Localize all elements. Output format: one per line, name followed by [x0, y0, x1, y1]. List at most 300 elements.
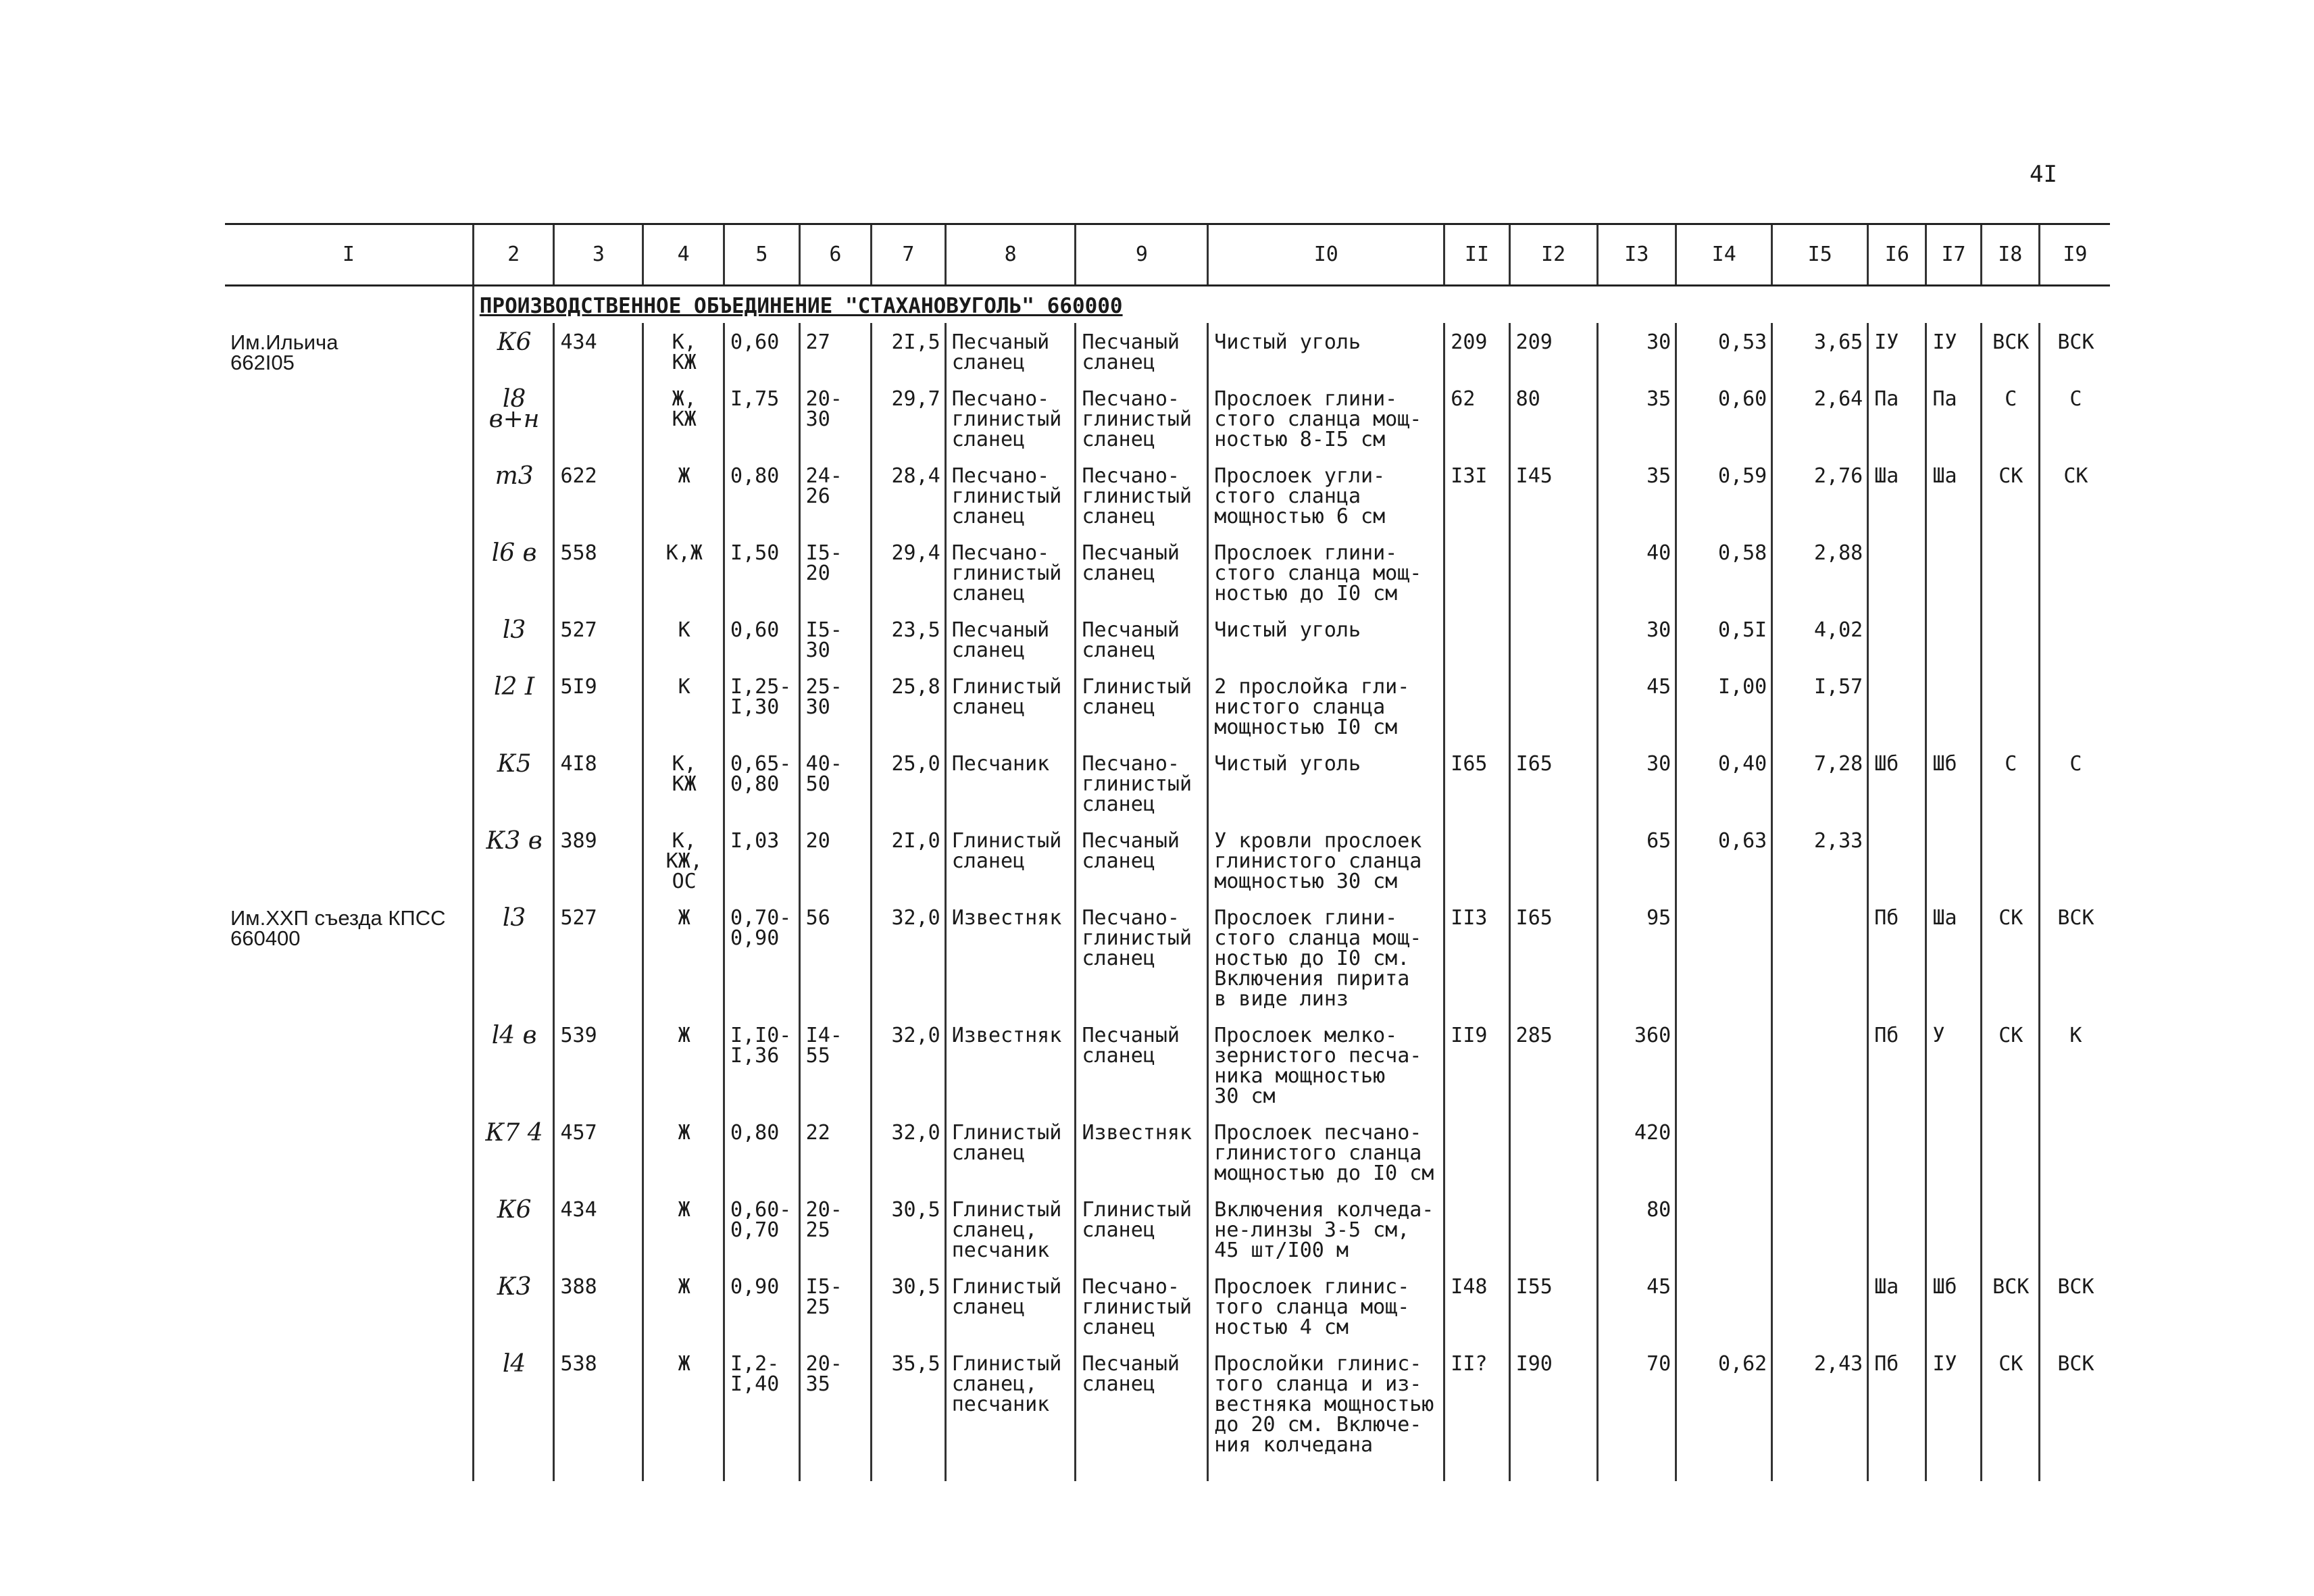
table-cell: К,Ж — [643, 534, 724, 611]
table-cell: 30,5 — [872, 1268, 946, 1345]
column-header: I8 — [1981, 224, 2039, 286]
table-cell — [1868, 1114, 1926, 1191]
table-cell: СК — [1981, 457, 2039, 534]
table-cell: Песчаный сланец — [1076, 822, 1208, 899]
table-cell: 80 — [1509, 380, 1597, 457]
mine-name-cell — [225, 457, 473, 534]
table-cell — [1509, 534, 1597, 611]
table-cell: СК — [2039, 457, 2110, 534]
column-header: I — [225, 224, 473, 286]
table-cell: К, КЖ — [643, 323, 724, 380]
table-cell: 65 — [1597, 822, 1676, 899]
table-cell: 30,5 — [872, 1191, 946, 1268]
table-cell: Песчаный сланец — [1076, 323, 1208, 380]
column-header: I2 — [1509, 224, 1597, 286]
table-cell: 360 — [1597, 1016, 1676, 1114]
column-header: I3 — [1597, 224, 1676, 286]
table-cell — [1676, 1268, 1772, 1345]
table-cell: Шa — [1868, 1268, 1926, 1345]
table-cell: Глинистый сланец, песчаник — [945, 1191, 1076, 1268]
table-cell: Прослойки глинис- того сланца и из- вестняка мощностью до 20 см. Включе- ния колчедана — [1208, 1345, 1444, 1481]
table-cell: 457 — [554, 1114, 643, 1191]
table-cell: 0,60- 0,70 — [724, 1191, 800, 1268]
table-cell: 5I9 — [554, 668, 643, 745]
table-row — [225, 323, 2110, 380]
table-cell: СК — [1981, 899, 2039, 1016]
table-cell: Шa — [1926, 457, 1981, 534]
table-cell: Шб — [1926, 1268, 1981, 1345]
table-body — [225, 286, 2110, 1482]
table-cell: I5- 25 — [799, 1268, 872, 1345]
table-cell: 95 — [1597, 899, 1676, 1016]
table-cell: Чистый уголь — [1208, 611, 1444, 668]
column-header: II — [1444, 224, 1509, 286]
table-cell: I,03 — [724, 822, 800, 899]
table-cell: Глинистый сланец — [1076, 1191, 1208, 1268]
table-cell: Включения колчеда- не-линзы 3-5 см, 45 шт/I00 м — [1208, 1191, 1444, 1268]
table-cell: У — [1926, 1016, 1981, 1114]
table-cell: 389 — [554, 822, 643, 899]
table-cell: У кровли прослоек глинистого сланца мощностью 30 см — [1208, 822, 1444, 899]
table-cell: 25,0 — [872, 745, 946, 822]
table-row — [225, 611, 2110, 668]
section-title: ПРОИЗВОДСТВЕННОЕ ОБЪЕДИНЕНИЕ "СТАХАНОВУГОЛЬ" 660000 — [473, 286, 2110, 324]
seam-index-cell: К5 — [473, 745, 554, 822]
table-cell: I,25- I,30 — [724, 668, 800, 745]
table-cell: Песчаный сланец — [945, 611, 1076, 668]
table-cell: Глинистый сланец, песчаник — [945, 1345, 1076, 1481]
table-row — [225, 1016, 2110, 1114]
table-cell — [2039, 611, 2110, 668]
table-cell — [1676, 1114, 1772, 1191]
seam-index-cell: К6 — [473, 1191, 554, 1268]
table-cell: Ж — [643, 1114, 724, 1191]
table-cell: I65 — [1444, 745, 1509, 822]
table-cell: Прослоек угли- стого сланца мощностью 6 см — [1208, 457, 1444, 534]
table-cell: Ж — [643, 1345, 724, 1481]
table-cell: 0,80 — [724, 1114, 800, 1191]
seam-index-cell: l3 — [473, 611, 554, 668]
table-cell: К — [643, 611, 724, 668]
table-cell: Прослоек песчано- глинистого сланца мощностью до I0 см — [1208, 1114, 1444, 1191]
section-title-spacer — [225, 286, 473, 324]
table-cell: ВСК — [2039, 899, 2110, 1016]
table-cell: 20- 35 — [799, 1345, 872, 1481]
table-cell — [1868, 822, 1926, 899]
table-cell: Известняк — [945, 1016, 1076, 1114]
table-cell: С — [2039, 380, 2110, 457]
table-cell: 25- 30 — [799, 668, 872, 745]
table-cell — [1444, 1191, 1509, 1268]
table-cell: 2,64 — [1772, 380, 1868, 457]
seam-index-cell: l4 — [473, 1345, 554, 1481]
table-row — [225, 899, 2110, 1016]
coal-seams-table — [225, 223, 2110, 1481]
table-cell: 0,90 — [724, 1268, 800, 1345]
table-cell — [554, 380, 643, 457]
table-cell — [1772, 1268, 1868, 1345]
table-cell — [1509, 611, 1597, 668]
table-cell: 32,0 — [872, 899, 946, 1016]
table-cell: 30 — [1597, 611, 1676, 668]
table-cell — [1868, 668, 1926, 745]
table-cell: ВСК — [2039, 1268, 2110, 1345]
table-cell: 24- 26 — [799, 457, 872, 534]
column-header: I0 — [1208, 224, 1444, 286]
seam-index-cell: l8 в+н — [473, 380, 554, 457]
table-cell: Шб — [1868, 745, 1926, 822]
table-cell: 2,88 — [1772, 534, 1868, 611]
table-cell: 0,65- 0,80 — [724, 745, 800, 822]
table-cell: Песчано- глинистый сланец — [945, 380, 1076, 457]
table-cell: I3I — [1444, 457, 1509, 534]
table-cell — [1868, 611, 1926, 668]
table-cell: Па — [1926, 380, 1981, 457]
table-cell: Песчаный сланец — [945, 323, 1076, 380]
table-cell: IУ — [1868, 323, 1926, 380]
table-cell: 0,40 — [1676, 745, 1772, 822]
seam-index-cell: l6 в — [473, 534, 554, 611]
table-cell — [1868, 534, 1926, 611]
table-cell: Прослоек глини- стого сланца мощ- ностью до I0 см — [1208, 534, 1444, 611]
table-cell — [2039, 668, 2110, 745]
table-cell: 209 — [1509, 323, 1597, 380]
table-cell: Песчаник — [945, 745, 1076, 822]
table-cell: Глинистый сланец — [945, 668, 1076, 745]
table-cell: 0,60 — [724, 323, 800, 380]
table-cell: Шa — [1926, 899, 1981, 1016]
table-cell: 0,62 — [1676, 1345, 1772, 1481]
table-row — [225, 534, 2110, 611]
table-cell: Ж — [643, 1191, 724, 1268]
table-cell: Известняк — [945, 899, 1076, 1016]
table-cell: Известняк — [1076, 1114, 1208, 1191]
table-cell: Чистый уголь — [1208, 745, 1444, 822]
table-cell: 20 — [799, 822, 872, 899]
table-cell: 30 — [1597, 323, 1676, 380]
table-cell — [2039, 1114, 2110, 1191]
table-cell: 29,4 — [872, 534, 946, 611]
table-cell: I,2- I,40 — [724, 1345, 800, 1481]
table-cell: Ж — [643, 457, 724, 534]
table-cell: 527 — [554, 611, 643, 668]
table-cell: I90 — [1509, 1345, 1597, 1481]
table-cell: Глинистый сланец — [1076, 668, 1208, 745]
table-row — [225, 822, 2110, 899]
table-row — [225, 1114, 2110, 1191]
table-cell: 32,0 — [872, 1016, 946, 1114]
seam-index-cell: К6 — [473, 323, 554, 380]
table-cell — [1926, 822, 1981, 899]
table-cell: 434 — [554, 1191, 643, 1268]
seam-index-cell: К7 4 — [473, 1114, 554, 1191]
table-cell — [1772, 1191, 1868, 1268]
table-cell: ВСК — [2039, 1345, 2110, 1481]
table-cell: 35 — [1597, 457, 1676, 534]
mine-name-cell — [225, 1345, 473, 1481]
section-title-row — [225, 286, 2110, 324]
column-header: 6 — [799, 224, 872, 286]
mine-name-cell — [225, 611, 473, 668]
table-cell — [1926, 1114, 1981, 1191]
table-cell: ВСК — [1981, 323, 2039, 380]
table-cell: 0,58 — [1676, 534, 1772, 611]
table-cell: 0,60 — [724, 611, 800, 668]
table-row — [225, 1191, 2110, 1268]
table-cell: Прослоек глини- стого сланца мощ- ностью до I0 см. Включения пирита в виде линз — [1208, 899, 1444, 1016]
table-cell — [1772, 1114, 1868, 1191]
table-cell: Глинистый сланец — [945, 1114, 1076, 1191]
table-cell: 538 — [554, 1345, 643, 1481]
table-cell: Ж — [643, 899, 724, 1016]
column-number-header-row — [225, 224, 2110, 286]
table-cell — [1981, 1191, 2039, 1268]
table-cell: 4,02 — [1772, 611, 1868, 668]
table-cell: 527 — [554, 899, 643, 1016]
table-cell: 20- 25 — [799, 1191, 872, 1268]
table-cell — [2039, 534, 2110, 611]
table-cell — [1926, 611, 1981, 668]
table-cell — [1981, 1114, 2039, 1191]
table-cell: 45 — [1597, 1268, 1676, 1345]
table-cell: К — [2039, 1016, 2110, 1114]
column-header: 3 — [554, 224, 643, 286]
table-cell: I5- 30 — [799, 611, 872, 668]
table-cell: СК — [1981, 1345, 2039, 1481]
table-cell — [1926, 668, 1981, 745]
table-cell: 0,70- 0,90 — [724, 899, 800, 1016]
table-cell — [1981, 822, 2039, 899]
table-cell: Песчаный сланец — [1076, 534, 1208, 611]
table-cell: 7,28 — [1772, 745, 1868, 822]
column-header: 2 — [473, 224, 554, 286]
table-cell — [1926, 1191, 1981, 1268]
mine-name-cell — [225, 380, 473, 457]
mine-name-cell — [225, 745, 473, 822]
table-cell: I,57 — [1772, 668, 1868, 745]
table-cell: 56 — [799, 899, 872, 1016]
table-cell: 40 — [1597, 534, 1676, 611]
table-cell: I45 — [1509, 457, 1597, 534]
column-header: 4 — [643, 224, 724, 286]
table-cell: 62 — [1444, 380, 1509, 457]
table-cell: 22 — [799, 1114, 872, 1191]
table-cell: 30 — [1597, 745, 1676, 822]
table-cell: 2 прослойка гли- нистого сланца мощностью I0 см — [1208, 668, 1444, 745]
table-cell: 2,33 — [1772, 822, 1868, 899]
table-cell: Прослоек мелко- зернистого песча- ника мощностью 30 см — [1208, 1016, 1444, 1114]
table-cell: 2,43 — [1772, 1345, 1868, 1481]
table-cell: Прослоек глинис- того сланца мощ- ностью 4 см — [1208, 1268, 1444, 1345]
table-cell: Глинистый сланец — [945, 822, 1076, 899]
table-cell: Песчано- глинистый сланец — [945, 534, 1076, 611]
table-cell: 25,8 — [872, 668, 946, 745]
table-cell — [1926, 534, 1981, 611]
table-cell — [1509, 822, 1597, 899]
table-cell: 28,4 — [872, 457, 946, 534]
table-cell: Пб — [1868, 1345, 1926, 1481]
column-header: I4 — [1676, 224, 1772, 286]
mine-name-cell — [225, 822, 473, 899]
table-row — [225, 1345, 2110, 1481]
table-cell: К — [643, 668, 724, 745]
table-cell: II9 — [1444, 1016, 1509, 1114]
table-cell: 40- 50 — [799, 745, 872, 822]
table-cell: Ж — [643, 1016, 724, 1114]
table-cell: II3 — [1444, 899, 1509, 1016]
table-cell: Пб — [1868, 899, 1926, 1016]
table-cell: 420 — [1597, 1114, 1676, 1191]
table-cell: 0,63 — [1676, 822, 1772, 899]
table-cell: ВСК — [2039, 323, 2110, 380]
table-cell — [1444, 534, 1509, 611]
column-header: 5 — [724, 224, 800, 286]
table-cell: 35 — [1597, 380, 1676, 457]
table-cell: 209 — [1444, 323, 1509, 380]
table-cell — [1981, 668, 2039, 745]
mine-name-cell — [225, 1268, 473, 1345]
table-row — [225, 1268, 2110, 1345]
column-header: I9 — [2039, 224, 2110, 286]
table-row — [225, 745, 2110, 822]
table-cell: Песчано- глинистый сланец — [1076, 1268, 1208, 1345]
table-cell: 0,80 — [724, 457, 800, 534]
seam-index-cell: l4 в — [473, 1016, 554, 1114]
table-cell: ВСК — [1981, 1268, 2039, 1345]
table-cell: Песчаный сланец — [1076, 1345, 1208, 1481]
table-cell: Песчано- глинистый сланец — [1076, 380, 1208, 457]
table-cell: Песчано- глинистый сланец — [1076, 899, 1208, 1016]
mine-name-cell — [225, 1114, 473, 1191]
table-cell: 45 — [1597, 668, 1676, 745]
table-cell: Песчано- глинистый сланец — [1076, 457, 1208, 534]
table-cell: 2I,5 — [872, 323, 946, 380]
table-cell: IУ — [1926, 323, 1981, 380]
seam-index-cell: К3 — [473, 1268, 554, 1345]
table-cell: Песчаный сланец — [1076, 611, 1208, 668]
mine-name-cell — [225, 534, 473, 611]
table-cell: СК — [1981, 1016, 2039, 1114]
table-cell: 539 — [554, 1016, 643, 1114]
table-cell: Глинистый сланец — [945, 1268, 1076, 1345]
table-cell: 622 — [554, 457, 643, 534]
table-cell: 285 — [1509, 1016, 1597, 1114]
table-cell: Песчаный сланец — [1076, 1016, 1208, 1114]
table-cell: 0,60 — [1676, 380, 1772, 457]
table-cell: 0,53 — [1676, 323, 1772, 380]
table-cell — [1676, 1016, 1772, 1114]
table-cell — [1444, 822, 1509, 899]
table-cell — [1981, 534, 2039, 611]
table-cell: 27 — [799, 323, 872, 380]
table-cell: Ж — [643, 1268, 724, 1345]
table-cell: IУ — [1926, 1345, 1981, 1481]
table-cell — [1981, 611, 2039, 668]
table-cell — [1868, 1191, 1926, 1268]
table-cell: Шб — [1926, 745, 1981, 822]
table-cell: 4I8 — [554, 745, 643, 822]
seam-index-cell: l3 — [473, 899, 554, 1016]
table-cell: 434 — [554, 323, 643, 380]
seam-index-cell: К3 в — [473, 822, 554, 899]
table-row — [225, 668, 2110, 745]
table-row — [225, 457, 2110, 534]
table-cell — [1444, 611, 1509, 668]
table-cell — [1509, 668, 1597, 745]
column-header: 9 — [1076, 224, 1208, 286]
mine-name-cell — [225, 1016, 473, 1114]
table-cell: 70 — [1597, 1345, 1676, 1481]
table-cell — [1676, 1191, 1772, 1268]
table-cell — [1772, 1016, 1868, 1114]
table-cell — [1509, 1114, 1597, 1191]
table-cell — [1676, 899, 1772, 1016]
table-cell: Шa — [1868, 457, 1926, 534]
table-cell: 29,7 — [872, 380, 946, 457]
table-cell: С — [1981, 380, 2039, 457]
mine-name-cell: Им.XXП съезда КПСС 660400 — [230, 906, 446, 950]
table-cell: 35,5 — [872, 1345, 946, 1481]
table-cell: II? — [1444, 1345, 1509, 1481]
table-cell: 2I,0 — [872, 822, 946, 899]
mine-name-cell — [225, 668, 473, 745]
table-cell: К, КЖ — [643, 745, 724, 822]
table-cell: Прослоек глини- стого сланца мощ- ностью 8-I5 см — [1208, 380, 1444, 457]
table-cell: I,75 — [724, 380, 800, 457]
mine-name-cell — [225, 1191, 473, 1268]
table-cell: Пб — [1868, 1016, 1926, 1114]
table-cell: 20- 30 — [799, 380, 872, 457]
seam-index-cell: m3 — [473, 457, 554, 534]
table-cell — [2039, 1191, 2110, 1268]
table-cell — [1444, 668, 1509, 745]
table-cell: I65 — [1509, 899, 1597, 1016]
table-cell: К, КЖ, ОС — [643, 822, 724, 899]
table-cell: 0,5I — [1676, 611, 1772, 668]
table-cell: С — [2039, 745, 2110, 822]
table-row — [225, 380, 2110, 457]
column-header: 7 — [872, 224, 946, 286]
table-cell: Песчано- глинистый сланец — [1076, 745, 1208, 822]
table-cell: I48 — [1444, 1268, 1509, 1345]
table-cell: I4- 55 — [799, 1016, 872, 1114]
table-cell: С — [1981, 745, 2039, 822]
table-cell — [1444, 1114, 1509, 1191]
table-cell: I65 — [1509, 745, 1597, 822]
table-cell: Песчано- глинистый сланец — [945, 457, 1076, 534]
table-cell — [1772, 899, 1868, 1016]
column-header: I7 — [1926, 224, 1981, 286]
page-number: 4I — [2030, 161, 2057, 188]
table-cell: 23,5 — [872, 611, 946, 668]
column-header: I5 — [1772, 224, 1868, 286]
seam-index-cell: l2 I — [473, 668, 554, 745]
column-header: 8 — [945, 224, 1076, 286]
table-cell: 2,76 — [1772, 457, 1868, 534]
table-cell: 388 — [554, 1268, 643, 1345]
table-cell: 0,59 — [1676, 457, 1772, 534]
table-cell: I5- 20 — [799, 534, 872, 611]
table-cell: I,I0- I,36 — [724, 1016, 800, 1114]
table-cell: 3,65 — [1772, 323, 1868, 380]
table-cell: 32,0 — [872, 1114, 946, 1191]
table-cell: I55 — [1509, 1268, 1597, 1345]
table-cell: I,00 — [1676, 668, 1772, 745]
table-cell: 558 — [554, 534, 643, 611]
table-cell: I,50 — [724, 534, 800, 611]
table-cell: 80 — [1597, 1191, 1676, 1268]
table-cell — [2039, 822, 2110, 899]
